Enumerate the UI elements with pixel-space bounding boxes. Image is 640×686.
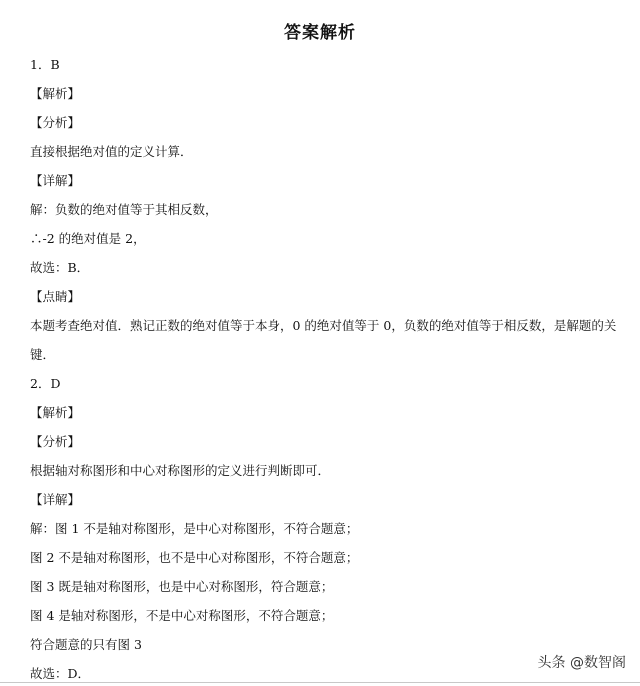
answer-2-fenxi-heading: 【分析】 [30,434,81,449]
answer-2-solution-line-1: 解：图 1 不是轴对称图形，是中心对称图形，不符合题意； [30,521,359,536]
answer-1-dianjing-heading: 【点睛】 [30,289,81,304]
answer-1-fenxi-heading: 【分析】 [30,115,81,130]
answer-2-choice: 故选：D． [30,666,91,681]
answer-2-solution-line-2: 图 2 不是轴对称图形，也不是中心对称图形，不符合题意； [30,550,359,565]
answer-2-xiangjie-heading: 【详解】 [30,492,81,507]
answer-2-solution-line-4: 图 4 是轴对称图形，不是中心对称图形，不符合题意； [30,608,334,623]
answer-2-solution-line-3: 图 3 既是轴对称图形，也是中心对称图形，符合题意； [30,579,334,594]
answer-1-comment-line-1: 本题考查绝对值．熟记正数的绝对值等于本身，0 的绝对值等于 0，负数的绝对值等于相反数，是解题的关 [30,318,617,333]
watermark: 头条 @数智阁 [534,650,630,674]
answer-1-solution-line-2: ∴-2 的绝对值是 2， [30,231,146,246]
bottom-divider [0,682,640,683]
answer-1-comment-line-2: 键． [30,347,56,362]
answer-1-solution-line-1: 解：负数的绝对值等于其相反数， [30,202,218,217]
answer-2-analysis-text: 根据轴对称图形和中心对称图形的定义进行判断即可． [30,463,331,478]
page-title: 答案解析 [284,23,356,43]
answer-1-choice: 故选：B． [30,260,90,275]
answer-1-number: 1．B [30,57,60,72]
answer-1-jiexi-heading: 【解析】 [30,86,81,101]
answer-2-solution-line-5: 符合题意的只有图 3 [30,637,142,652]
answer-2-number: 2．D [30,376,61,391]
answer-2-jiexi-heading: 【解析】 [30,405,81,420]
answer-1-analysis-text: 直接根据绝对值的定义计算． [30,144,193,159]
answer-1-xiangjie-heading: 【详解】 [30,173,81,188]
